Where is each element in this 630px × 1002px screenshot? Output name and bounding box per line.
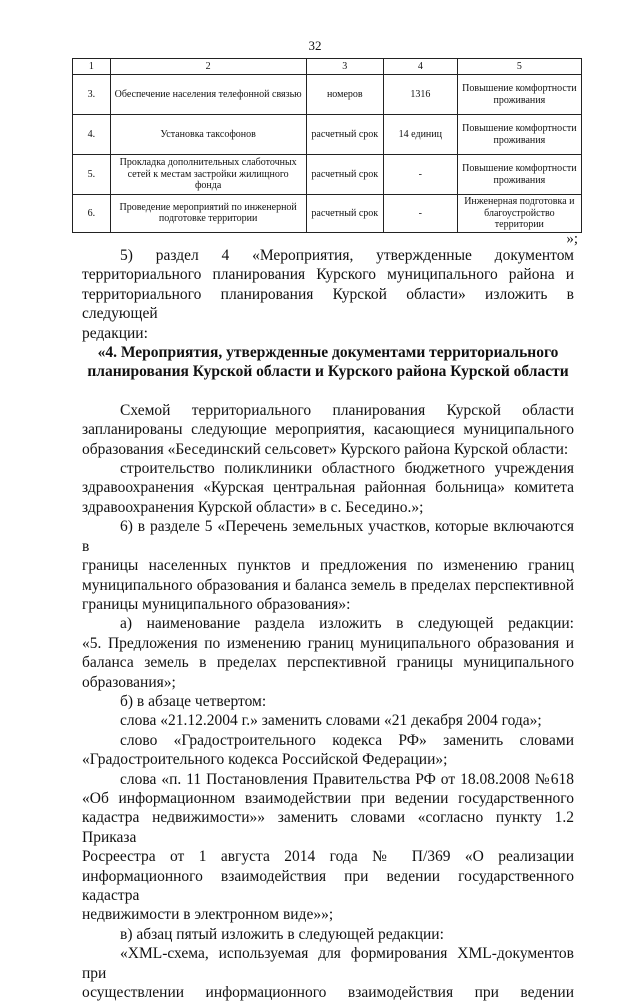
table-row — [73, 115, 582, 155]
table-header-cell: 3 — [306, 59, 383, 75]
table-cell: Повышение комфортности проживания — [457, 155, 581, 195]
text-line: здравоохранения Курской области» в с. Беседино.»; — [82, 498, 424, 516]
table-cell: расчетный срок — [306, 195, 383, 233]
text-line: осуществлении информационного взаимодействия при ведении — [82, 984, 574, 1002]
table-header-cell: 4 — [383, 59, 457, 75]
table-header-cell: 5 — [457, 59, 581, 75]
table-header-cell: 2 — [110, 59, 306, 75]
text-line: «Об информационном взаимодействии при ведении государственного — [82, 789, 574, 807]
table-cell: - — [383, 195, 457, 233]
table-cell: номеров — [306, 75, 383, 115]
text-line: запланированы следующие мероприятия, касающиеся муниципального — [82, 421, 574, 439]
text-line: образования «Бесединский сельсовет» Курского района Курской области: — [82, 440, 569, 458]
table-cell: 14 единиц — [383, 115, 457, 155]
text-line: «Градостроительного кодекса Российской Федерации»; — [82, 751, 448, 769]
table-cell: Обеспечение населения телефонной связью — [110, 75, 306, 115]
text-line: «5. Предложения по изменению границ муниципального образования и — [82, 634, 574, 652]
measures-table — [72, 58, 582, 233]
text-line: баланса земель в пределах перспективной границы муниципального — [82, 654, 574, 672]
document-body — [82, 246, 574, 1002]
table-row — [73, 195, 582, 233]
table-cell: расчетный срок — [306, 115, 383, 155]
text-line: строительство поликлиники областного бюджетного учреждения — [120, 460, 574, 478]
text-line: кадастра недвижимости»» заменить словами «согласно пункту 1.2 Приказа — [82, 809, 574, 846]
text-line: Схемой территориального планирования Курской области — [120, 401, 574, 419]
table-cell: Повышение комфортности проживания — [457, 115, 581, 155]
page-number: 32 — [308, 38, 322, 53]
table-cell: 5. — [73, 155, 111, 195]
text-line: муниципального образования и баланса земель в пределах перспективной — [82, 576, 574, 594]
table-cell: Повышение комфортности проживания — [457, 75, 581, 115]
table-cell: 3. — [73, 75, 111, 115]
text-line: Росреестра от 1 августа 2014 года № П/369 «О реализации — [82, 848, 574, 866]
section-heading: «4. Мероприятия, утвержденные документами территориального — [97, 344, 559, 362]
text-line: недвижимости в электронном виде»»; — [82, 906, 334, 924]
text-line: территориального планирования Курской области» изложить в следующей — [82, 285, 574, 323]
text-line: б) в абзаце четвертом: — [120, 692, 267, 710]
text-line: здравоохранения «Курская центральная районная больница» комитета — [82, 479, 574, 497]
text-line: 5) раздел 4 «Мероприятия, утвержденные документом — [120, 247, 574, 264]
table-header-cell: 1 — [73, 59, 111, 75]
section-heading: планирования Курской области и Курского района Курской области — [87, 363, 569, 381]
text-line: 6) в разделе 5 «Перечень земельных участков, которые включаются в — [82, 518, 574, 555]
text-line: а) наименование раздела изложить в следующей редакции: — [120, 615, 574, 633]
table-cell: - — [383, 155, 457, 195]
text-line: территориального планирования Курского муниципального района и — [82, 266, 574, 284]
text-line: границы населенных пунктов и предложения по изменению границ — [82, 557, 574, 575]
table-cell: 4. — [73, 115, 111, 155]
table-cell: Установка таксофонов — [110, 115, 306, 155]
table-cell: Прокладка дополнительных слаботочных сетей к местам застройки жилищного фонда — [110, 155, 306, 195]
table-header-row — [73, 59, 582, 75]
table-cell: расчетный срок — [306, 155, 383, 195]
text-line: «XML-схема, используемая для формирования XML-документов при — [82, 945, 574, 982]
text-line: слово «Градостроительного кодекса РФ» заменить словами — [120, 731, 574, 749]
text-line: в) абзац пятый изложить в следующей редакции: — [120, 925, 444, 943]
table-row — [73, 155, 582, 195]
table-cell: Проведение мероприятий по инженерной подготовке территории — [110, 195, 306, 233]
text-line: границы муниципального образования»: — [82, 595, 351, 613]
table-cell: Инженерная подготовка и благоустройство территории — [457, 195, 581, 233]
table-cell: 1316 — [383, 75, 457, 115]
text-line: слова «21.12.2004 г.» заменить словами «21 декабря 2004 года»; — [120, 712, 542, 730]
text-line: редакции: — [82, 324, 148, 342]
text-line: информационного взаимодействия при ведении государственного кадастра — [82, 867, 574, 904]
text-line: слова «п. 11 Постановления Правительства РФ от 18.08.2008 №618 — [120, 770, 574, 788]
text-line: образования»; — [82, 673, 176, 691]
table-row — [73, 75, 582, 115]
table-closing-quote: »; — [566, 231, 578, 247]
table-cell: 6. — [73, 195, 111, 233]
